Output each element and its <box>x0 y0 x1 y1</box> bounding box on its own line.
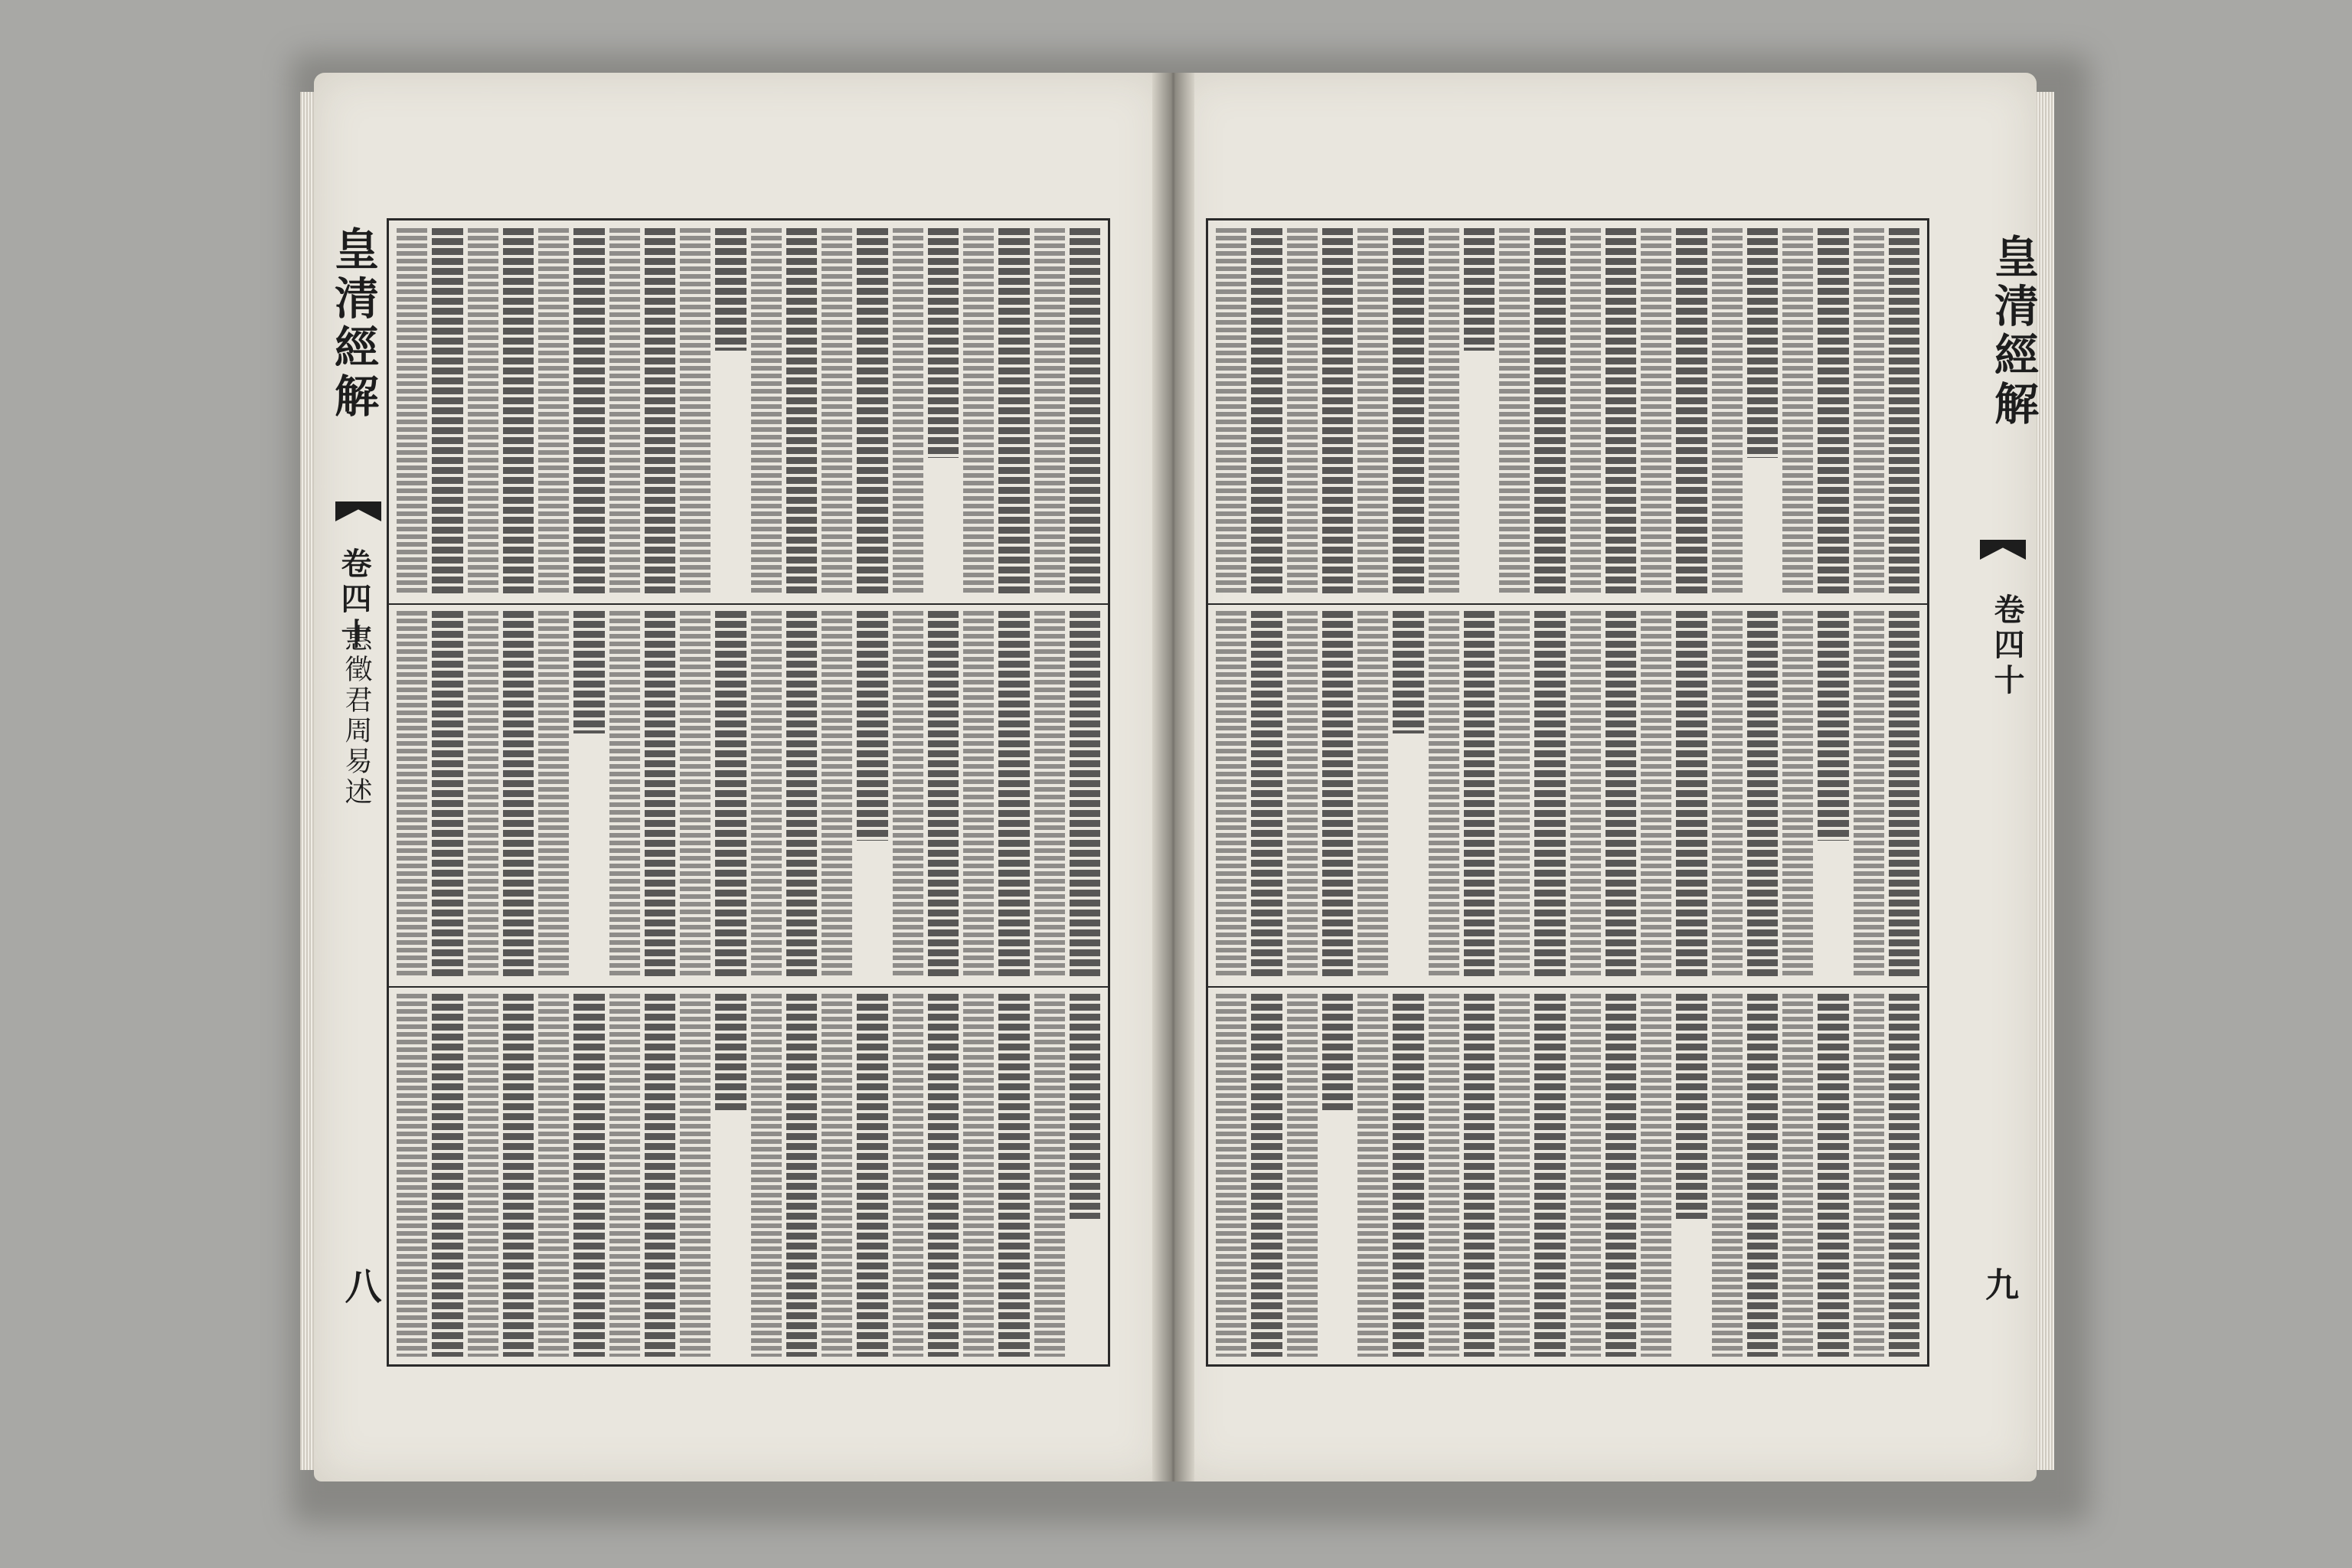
text-column <box>1251 994 1282 1357</box>
text-column <box>1251 611 1282 978</box>
text-column <box>645 611 675 978</box>
text-column <box>751 994 782 1357</box>
text-column <box>1747 228 1778 458</box>
text-column <box>1464 994 1494 1357</box>
left-text-frame <box>387 218 1110 1367</box>
text-column <box>1429 611 1459 978</box>
text-column <box>503 994 534 1357</box>
text-column <box>538 611 569 978</box>
right-volume-label: 卷四十 <box>1989 593 2025 699</box>
text-column <box>822 994 852 1357</box>
text-column <box>1034 228 1065 596</box>
text-column <box>609 611 640 978</box>
text-column <box>928 611 959 978</box>
text-column <box>857 611 887 841</box>
text-column <box>1889 228 1919 596</box>
text-column <box>680 611 710 978</box>
text-column <box>822 228 852 596</box>
text-column <box>786 228 817 596</box>
text-column <box>573 994 604 1357</box>
text-column <box>1641 611 1671 978</box>
text-column <box>1606 994 1636 1357</box>
text-column <box>1889 611 1919 978</box>
text-column <box>1393 611 1423 733</box>
text-column <box>1429 994 1459 1357</box>
left-running-title: 皇清經解 <box>327 226 379 422</box>
text-column <box>963 611 994 978</box>
text-column <box>432 994 462 1357</box>
text-column <box>1712 611 1743 978</box>
right-register-top <box>1208 220 1927 605</box>
text-column <box>1676 228 1707 596</box>
text-column <box>822 611 852 978</box>
text-column <box>1357 994 1388 1357</box>
text-column <box>573 228 604 596</box>
left-author-line: 惠徵君周易述 <box>341 624 372 808</box>
text-column <box>538 994 569 1357</box>
text-column <box>1641 228 1671 596</box>
text-column <box>715 611 746 978</box>
text-column <box>1747 611 1778 978</box>
text-column <box>609 228 640 596</box>
text-column <box>1499 611 1530 978</box>
text-column <box>857 228 887 596</box>
fishtail-mark <box>335 501 381 521</box>
right-running-title: 皇清經解 <box>1987 234 2039 430</box>
text-column <box>1818 228 1848 596</box>
text-column <box>468 611 498 978</box>
left-volume-label: 卷四十 <box>336 547 372 653</box>
text-column <box>1818 994 1848 1357</box>
text-column <box>1287 994 1318 1357</box>
right-text-frame <box>1206 218 1929 1367</box>
text-column <box>680 994 710 1357</box>
text-column <box>963 994 994 1357</box>
left-register-middle <box>389 603 1108 988</box>
text-column <box>1070 611 1100 978</box>
right-page <box>1179 73 2037 1481</box>
text-column <box>503 611 534 978</box>
text-column <box>1889 994 1919 1357</box>
text-column <box>1570 228 1601 596</box>
fishtail-mark <box>1980 540 2026 560</box>
text-column <box>1357 228 1388 596</box>
text-column <box>893 228 923 596</box>
text-column <box>645 994 675 1357</box>
text-column <box>1429 228 1459 596</box>
text-column <box>1287 228 1318 596</box>
text-column <box>1534 611 1565 978</box>
right-register-middle <box>1208 603 1927 988</box>
text-column <box>1854 994 1884 1357</box>
text-column <box>1676 611 1707 978</box>
text-column <box>1606 228 1636 596</box>
text-column <box>1499 994 1530 1357</box>
text-column <box>1854 228 1884 596</box>
text-column <box>786 611 817 978</box>
text-column <box>1216 611 1246 978</box>
text-column <box>573 611 604 733</box>
text-column <box>928 228 959 458</box>
text-column <box>1534 228 1565 596</box>
text-column <box>998 994 1029 1357</box>
text-column <box>397 228 427 596</box>
text-column <box>1499 228 1530 596</box>
text-column <box>432 228 462 596</box>
text-column <box>468 994 498 1357</box>
text-column <box>1034 611 1065 978</box>
left-register-top <box>389 220 1108 605</box>
text-column <box>432 611 462 978</box>
text-column <box>1464 611 1494 978</box>
left-page <box>314 73 1164 1481</box>
text-column <box>893 994 923 1357</box>
text-column <box>715 228 746 351</box>
text-column <box>1676 994 1707 1219</box>
left-page-number: 八 <box>338 1267 381 1308</box>
text-column <box>751 228 782 596</box>
text-column <box>1070 994 1100 1219</box>
text-column <box>645 228 675 596</box>
left-register-bottom <box>389 986 1108 1364</box>
text-column <box>1034 994 1065 1357</box>
text-column <box>1854 611 1884 978</box>
text-column <box>1216 994 1246 1357</box>
book-gutter <box>1152 73 1194 1481</box>
text-column <box>928 994 959 1357</box>
text-column <box>1464 228 1494 351</box>
text-column <box>397 994 427 1357</box>
text-column <box>397 611 427 978</box>
text-column <box>1070 228 1100 596</box>
text-column <box>1322 994 1353 1112</box>
text-column <box>1606 611 1636 978</box>
text-column <box>1570 994 1601 1357</box>
text-column <box>1393 994 1423 1357</box>
text-column <box>786 994 817 1357</box>
right-page-number: 九 <box>1979 1267 2018 1305</box>
text-column <box>1322 228 1353 596</box>
text-column <box>1712 228 1743 596</box>
text-column <box>1322 611 1353 978</box>
text-column <box>1570 611 1601 978</box>
text-column <box>1357 611 1388 978</box>
text-column <box>609 994 640 1357</box>
text-column <box>1747 994 1778 1357</box>
right-register-bottom <box>1208 986 1927 1364</box>
text-column <box>680 228 710 596</box>
text-column <box>893 611 923 978</box>
text-column <box>468 228 498 596</box>
text-column <box>538 228 569 596</box>
text-column <box>1782 994 1813 1357</box>
text-column <box>715 994 746 1112</box>
text-column <box>751 611 782 978</box>
text-column <box>1712 994 1743 1357</box>
text-column <box>1641 994 1671 1357</box>
text-column <box>1216 228 1246 596</box>
text-column <box>963 228 994 596</box>
text-column <box>1782 228 1813 596</box>
text-column <box>1818 611 1848 841</box>
text-column <box>1393 228 1423 596</box>
text-column <box>998 228 1029 596</box>
text-column <box>857 994 887 1357</box>
text-column <box>1251 228 1282 596</box>
text-column <box>503 228 534 596</box>
text-column <box>1287 611 1318 978</box>
text-column <box>1782 611 1813 978</box>
text-column <box>1534 994 1565 1357</box>
text-column <box>998 611 1029 978</box>
